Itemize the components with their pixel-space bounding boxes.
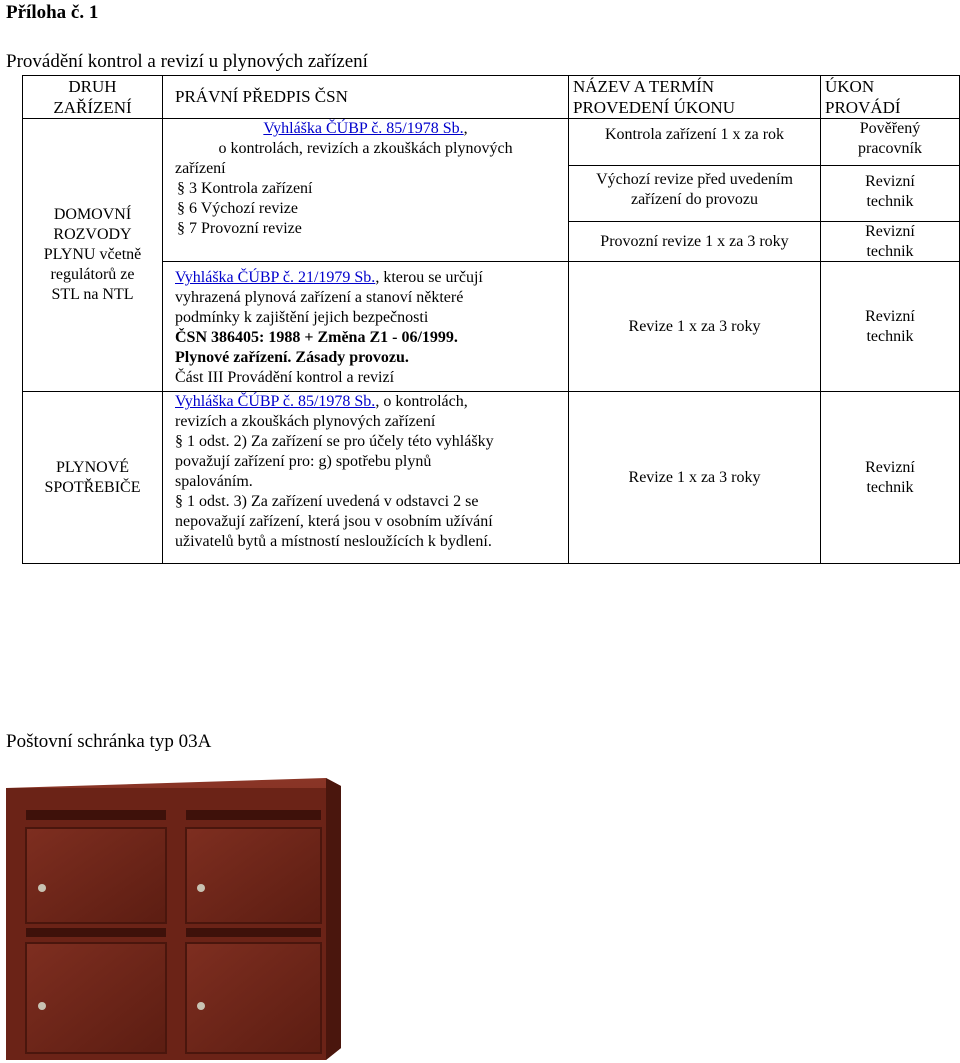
performer-text: Revizní (865, 173, 915, 190)
performer-text: technik (866, 327, 914, 345)
regulation-85-1978-appliances (163, 392, 569, 564)
performer-technician (821, 222, 959, 261)
link-suffix: , kterou se určují (375, 269, 483, 286)
table-row (23, 392, 960, 564)
action-revision-3y (569, 262, 821, 392)
header-action-line2: PROVEDENÍ ÚKONU (573, 98, 735, 117)
header-device (23, 76, 163, 119)
mailbox-photo (6, 778, 341, 1060)
regulation-desc: vyhrazená plynová zařízení a stanoví některé (175, 289, 464, 306)
action-text: Kontrola zařízení 1 x za rok (604, 126, 785, 143)
mailbox-slot (186, 928, 321, 937)
mailbox-slot (26, 928, 166, 937)
link-vyhlaska-21-1979[interactable]: Vyhláška ČÚBP č. 21/1979 Sb. (175, 269, 376, 286)
table-row (23, 119, 960, 262)
regulation-21-1979 (163, 262, 569, 392)
header-performer (821, 76, 960, 119)
performer-cell (821, 119, 960, 262)
section-item: § 3 Kontrola zařízení (177, 180, 313, 197)
performer-technician (821, 392, 960, 564)
regulation-desc: § 1 odst. 3) Za zařízení uvedená v odstavci 2 se (175, 493, 479, 510)
device-home-gas (23, 119, 163, 392)
device-gas-appliances (23, 392, 163, 564)
mailbox-door (186, 943, 321, 1053)
performer-technician (821, 262, 960, 392)
lock-icon (38, 884, 46, 892)
header-action (569, 76, 821, 119)
header-device-line2: ZAŘÍZENÍ (53, 98, 132, 117)
action-text: Výchozí revize před uvedením (596, 171, 793, 188)
action-control (569, 119, 820, 166)
mailbox-door (26, 828, 166, 923)
performer-technician (821, 166, 959, 222)
lock-icon (197, 1002, 205, 1010)
regulation-desc: uživatelů bytů a místností nesloužících k bydlení. (175, 533, 492, 550)
header-performer-line2: PROVÁDÍ (825, 98, 901, 117)
header-regulation-text: PRÁVNÍ PŘEDPIS ČSN (175, 87, 348, 106)
link-vyhlaska-85-1978-appliances[interactable]: Vyhláška ČÚBP č. 85/1978 Sb. (175, 393, 376, 410)
device-line: SPOTŘEBIČE (44, 478, 141, 496)
device-line: PLYNU včetně (43, 246, 142, 263)
device-line: PLYNOVÉ (55, 458, 130, 476)
action-revision-3y-appliances (569, 392, 821, 564)
regulation-desc: zařízení (175, 160, 226, 177)
link-vyhlaska-85-1978[interactable]: Vyhláška ČÚBP č. 85/1978 Sb. (263, 120, 464, 137)
link-suffix: , o kontrolách, (375, 393, 468, 410)
action-text: Provozní revize 1 x za 3 roky (600, 233, 789, 250)
mailbox-door (26, 943, 166, 1053)
mailbox-door (186, 828, 321, 923)
action-text: zařízení do provozu (630, 191, 759, 208)
header-action-line1: NÁZEV A TERMÍN (573, 77, 715, 96)
action-operating-revision (569, 222, 820, 261)
section-item: § 7 Provozní revize (177, 220, 302, 237)
performer-text: technik (866, 478, 914, 496)
table-row (23, 262, 960, 392)
action-initial-revision (569, 166, 820, 222)
link-suffix: , (463, 120, 468, 137)
device-line: regulátorů ze (50, 266, 135, 283)
action-text: Revize 1 x za 3 roky (628, 317, 761, 335)
regulation-85-1978 (163, 119, 569, 262)
device-line: ROZVODY (53, 226, 132, 243)
performer-text: pracovník (858, 140, 922, 157)
header-performer-line1: ÚKON (825, 77, 875, 96)
device-line: DOMOVNÍ (53, 206, 132, 223)
standard-subtitle: Plynové zařízení. Zásady provozu. (175, 349, 409, 366)
section-title: Provádění kontrol a revizí u plynových zařízení (6, 51, 368, 72)
regulation-desc: považují zařízení pro: g) spotřebu plynů (175, 453, 432, 470)
header-regulation (163, 76, 569, 119)
mailbox-side (326, 778, 341, 1060)
regulation-desc: o kontrolách, revizích a zkouškách plynových (218, 140, 513, 157)
regulation-desc: revizích a zkouškách plynových zařízení (175, 413, 436, 430)
regulation-desc: Část III Provádění kontrol a revizí (175, 369, 395, 386)
action-text: Revize 1 x za 3 roky (628, 468, 761, 486)
regulation-desc: § 1 odst. 2) Za zařízení se pro účely této vyhlášky (175, 433, 494, 450)
section-item: § 6 Výchozí revize (177, 200, 298, 217)
performer-text: technik (866, 193, 914, 210)
table-header-row (23, 76, 960, 119)
performer-text: technik (866, 243, 914, 260)
mailbox-slot (186, 810, 321, 820)
mailbox-slot (26, 810, 166, 820)
performer-text: Revizní (865, 458, 915, 476)
performer-authorized (821, 119, 959, 166)
regulation-desc: nepovažují zařízení, která jsou v osobním užívání (175, 513, 493, 530)
mailbox-title: Poštovní schránka typ 03A (6, 731, 212, 752)
lock-icon (38, 1002, 46, 1010)
actions-cell (569, 119, 821, 262)
regulation-desc: spalováním. (175, 473, 253, 490)
inspection-table (22, 75, 960, 564)
regulation-desc: podmínky k zajištění jejich bezpečnosti (175, 309, 429, 326)
performer-text: Revizní (865, 223, 915, 240)
performer-text: Revizní (865, 307, 915, 325)
performer-text: Pověřený (859, 120, 921, 137)
lock-icon (197, 884, 205, 892)
header-device-line1: DRUH (68, 77, 117, 96)
annex-title: Příloha č. 1 (6, 2, 99, 23)
device-line: STL na NTL (51, 286, 134, 303)
standard-title: ČSN 386405: 1988 + Změna Z1 - 06/1999. (175, 329, 458, 346)
